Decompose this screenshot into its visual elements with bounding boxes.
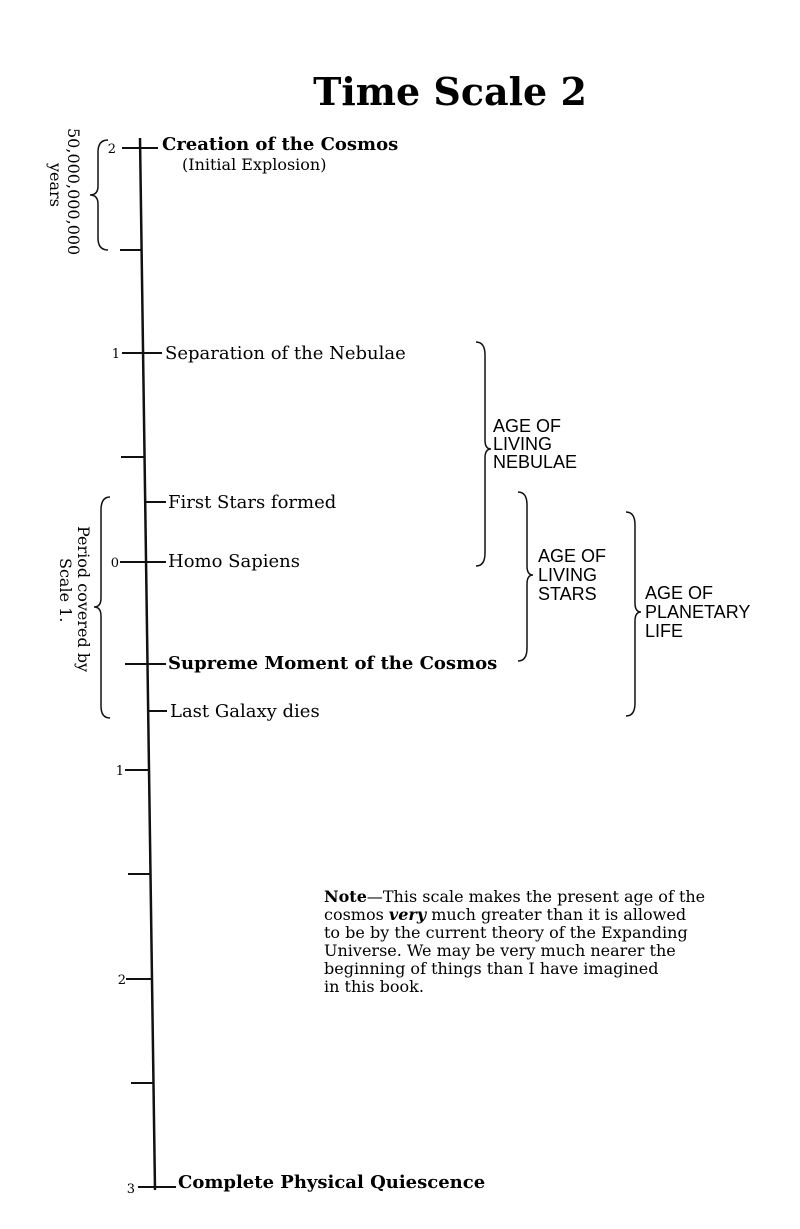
- tick-label: 0: [110, 556, 119, 571]
- age-stars-line-3: STARS: [538, 584, 597, 604]
- event-homo-sapiens: Homo Sapiens: [168, 551, 300, 572]
- nebulae-age-bracket: [476, 342, 491, 566]
- age-planetary-line-3: LIFE: [645, 621, 684, 641]
- event-nebulae: Separation of the Nebulae: [165, 343, 406, 364]
- age-nebulae-line-1: AGE OF: [493, 416, 562, 436]
- page-title: Time Scale 2: [313, 69, 587, 114]
- note-paragraph: [324, 887, 705, 996]
- tick-label: 3: [126, 1182, 135, 1197]
- interval-bracket: [90, 140, 108, 250]
- note-line-5: beginning of things than I have imagined: [324, 959, 659, 978]
- age-planetary-line-2: PLANETARY: [645, 602, 751, 622]
- period-line-1: Period covered by: [74, 526, 93, 673]
- note-emphasis: very: [388, 905, 427, 924]
- event-supreme-moment: Supreme Moment of the Cosmos: [168, 653, 498, 674]
- note-label: Note: [324, 887, 367, 906]
- events: [162, 134, 497, 1193]
- note-text: cosmos: [324, 905, 389, 924]
- planetary-age-bracket: [626, 512, 641, 716]
- stars-age-bracket: [518, 492, 533, 661]
- tick-label: 2: [107, 142, 116, 157]
- tick-label: 1: [115, 764, 124, 779]
- event-first-stars: First Stars formed: [168, 492, 337, 513]
- period-bracket: [94, 497, 110, 718]
- interval-line-1: 50,000,000,000: [64, 128, 83, 256]
- note-text: much greater than it is allowed: [426, 905, 687, 924]
- interval-line-2: years: [46, 163, 65, 207]
- period-line-2: Scale 1.: [56, 558, 75, 623]
- note-line-4: Universe. We may be very much nearer the: [324, 941, 676, 960]
- event-creation: Creation of the Cosmos: [162, 134, 399, 155]
- tick-label: 1: [111, 347, 120, 362]
- note-line-1: [324, 887, 705, 906]
- age-nebulae-line-3: NEBULAE: [493, 452, 578, 472]
- age-planetary-line-1: AGE OF: [645, 583, 714, 603]
- event-creation-sub: (Initial Explosion): [182, 155, 327, 174]
- age-nebulae-line-2: LIVING: [493, 434, 553, 454]
- note-line-2: [324, 905, 686, 924]
- tick-label: 2: [117, 973, 126, 988]
- age-stars-line-2: LIVING: [538, 565, 598, 585]
- event-last-galaxy: Last Galaxy dies: [170, 701, 320, 722]
- note-line-3: to be by the current theory of the Expanding: [324, 923, 688, 942]
- event-quiescence: Complete Physical Quiescence: [178, 1172, 486, 1193]
- note-text: —This scale makes the present age of the: [366, 887, 706, 906]
- note-line-6: in this book.: [324, 977, 424, 996]
- age-stars-line-1: AGE OF: [538, 546, 607, 566]
